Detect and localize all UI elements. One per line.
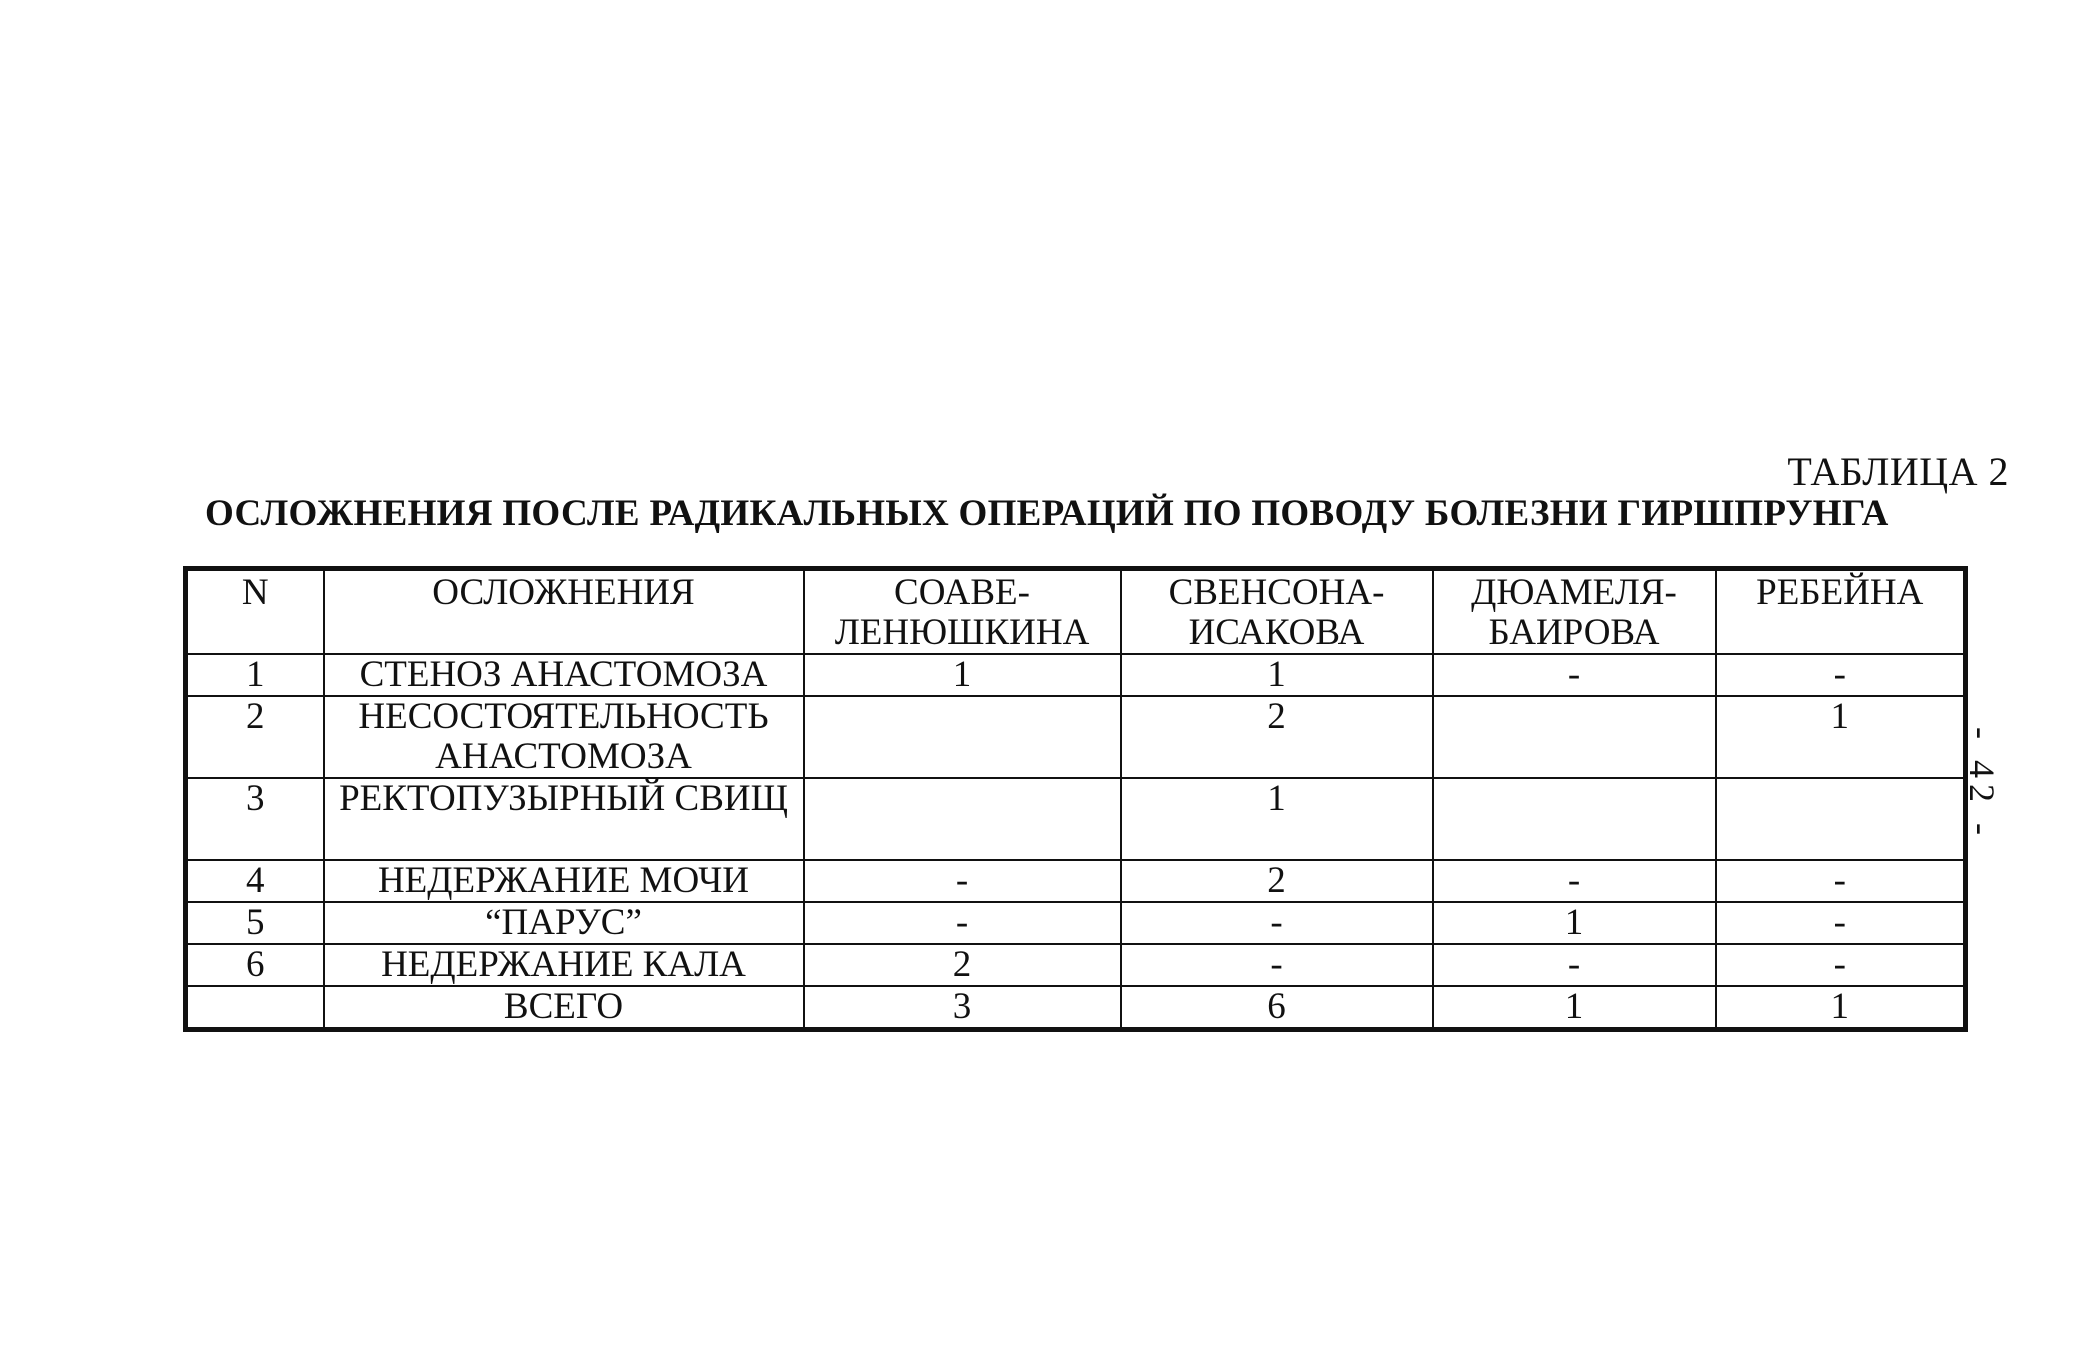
- cell-n: 4: [186, 860, 324, 902]
- cell-soave: 2: [804, 944, 1121, 986]
- header-swenson: [1121, 569, 1433, 655]
- cell-rebbein: -: [1716, 654, 1966, 696]
- cell-swenson: -: [1121, 944, 1433, 986]
- cell-swenson: 1: [1121, 778, 1433, 860]
- cell-complication: СТЕНОЗ АНАСТОМОЗА: [324, 654, 804, 696]
- cell-n: 5: [186, 902, 324, 944]
- complications-table: [183, 566, 1968, 1032]
- header-n: N: [186, 569, 324, 655]
- table-header-row: [186, 569, 1966, 655]
- cell-swenson: -: [1121, 902, 1433, 944]
- table-row: [186, 944, 1966, 986]
- cell-rebbein: -: [1716, 902, 1966, 944]
- cell-swenson: 1: [1121, 654, 1433, 696]
- cell-complication: РЕКТОПУЗЫРНЫЙ СВИЩ: [324, 778, 804, 860]
- cell-soave: -: [804, 860, 1121, 902]
- header-rebbein: РЕБЕЙНА: [1716, 569, 1966, 655]
- cell-n: [186, 986, 324, 1030]
- document-title: ОСЛОЖНЕНИЯ ПОСЛЕ РАДИКАЛЬНЫХ ОПЕРАЦИЙ ПО ПОВОДУ БОЛЕЗНИ ГИРШПРУНГА: [205, 493, 1889, 534]
- cell-duhamel: -: [1433, 860, 1716, 902]
- header-duhamel: [1433, 569, 1716, 655]
- header-soave-line2: ЛЕНЮШКИНА: [834, 612, 1090, 653]
- header-soave: [804, 569, 1121, 655]
- table-row: [186, 860, 1966, 902]
- cell-soave: 1: [804, 654, 1121, 696]
- cell-soave: -: [804, 902, 1121, 944]
- header-complication: ОСЛОЖНЕНИЯ: [324, 569, 804, 655]
- cell-complication: НЕДЕРЖАНИЕ КАЛА: [324, 944, 804, 986]
- cell-soave: [804, 778, 1121, 860]
- cell-duhamel: -: [1433, 654, 1716, 696]
- cell-n: 6: [186, 944, 324, 986]
- cell-soave-total: 3: [804, 986, 1121, 1030]
- page-number: - 42 -: [1962, 727, 2002, 841]
- cell-n: 3: [186, 778, 324, 860]
- cell-swenson: 2: [1121, 696, 1433, 778]
- table-row: [186, 654, 1966, 696]
- cell-swenson-total: 6: [1121, 986, 1433, 1030]
- header-soave-line1: СОАВЕ-: [894, 572, 1030, 613]
- table-row: [186, 696, 1966, 778]
- cell-rebbein-total: 1: [1716, 986, 1966, 1030]
- table-row: [186, 902, 1966, 944]
- table-row: [186, 778, 1966, 860]
- header-swenson-line2: ИСАКОВА: [1188, 612, 1365, 653]
- header-swenson-line1: СВЕНСОНА-: [1168, 572, 1385, 613]
- cell-n: 2: [186, 696, 324, 778]
- cell-duhamel-total: 1: [1433, 986, 1716, 1030]
- cell-n: 1: [186, 654, 324, 696]
- cell-swenson: 2: [1121, 860, 1433, 902]
- cell-total-label: ВСЕГО: [324, 986, 804, 1030]
- cell-rebbein: [1716, 778, 1966, 860]
- header-duhamel-line2: БАИРОВА: [1488, 612, 1660, 653]
- header-duhamel-line1: ДЮАМЕЛЯ-: [1471, 572, 1677, 613]
- cell-rebbein: -: [1716, 944, 1966, 986]
- cell-duhamel: 1: [1433, 902, 1716, 944]
- cell-duhamel: -: [1433, 944, 1716, 986]
- table-label: ТАБЛИЦА 2: [1787, 449, 2009, 494]
- cell-complication: НЕДЕРЖАНИЕ МОЧИ: [324, 860, 804, 902]
- table-total-row: [186, 986, 1966, 1030]
- cell-rebbein: -: [1716, 860, 1966, 902]
- cell-rebbein: 1: [1716, 696, 1966, 778]
- cell-complication: “ПАРУС”: [324, 902, 804, 944]
- cell-duhamel: [1433, 778, 1716, 860]
- cell-soave: [804, 696, 1121, 778]
- cell-complication: НЕСОСТОЯТЕЛЬНОСТЬ АНАСТОМОЗА: [324, 696, 804, 778]
- cell-duhamel: [1433, 696, 1716, 778]
